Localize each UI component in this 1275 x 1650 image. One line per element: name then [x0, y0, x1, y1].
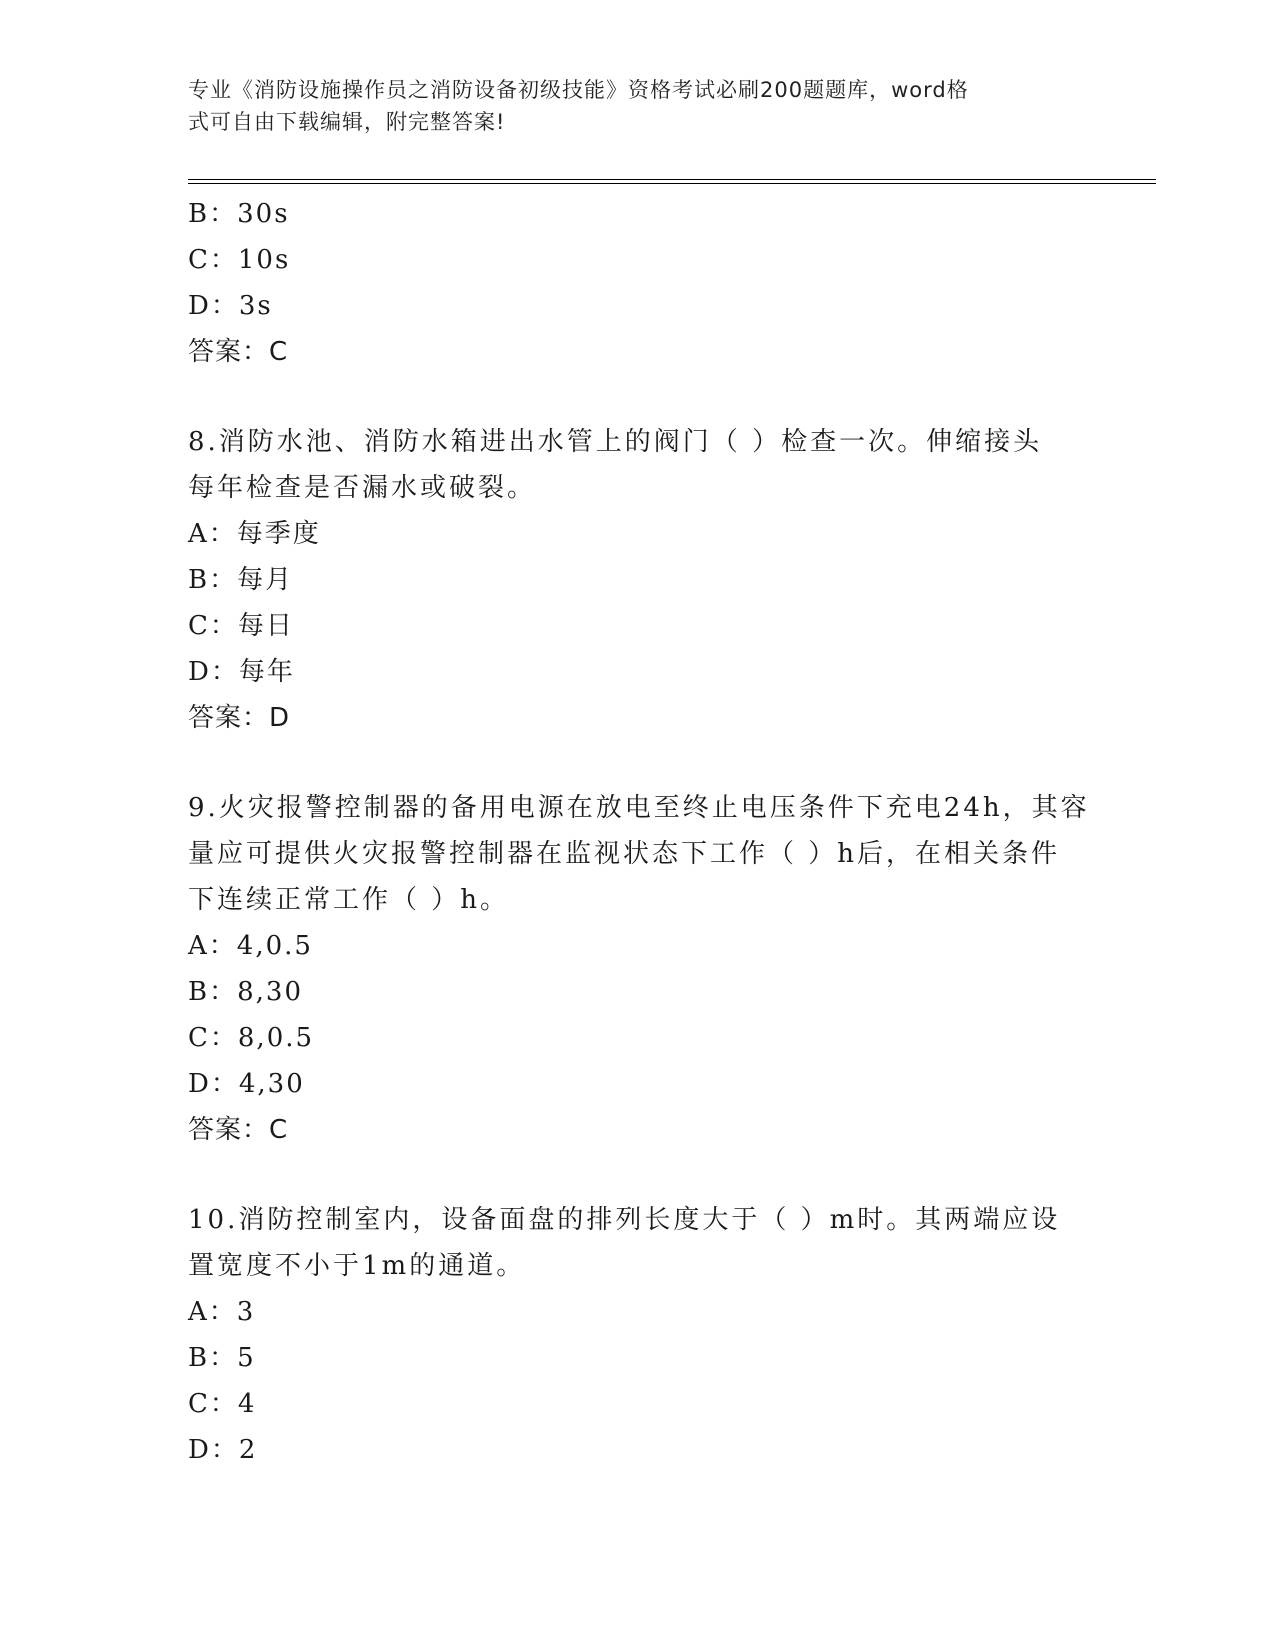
question-spacer: [188, 375, 1088, 419]
question-stem-line: 9.火灾报警控制器的备用电源在放电至终止电压条件下充电24h，其容: [188, 793, 1090, 823]
option-b: B：5: [188, 1343, 256, 1373]
header-line-2: 式可自由下载编辑，附完整答案!: [188, 110, 506, 134]
option-c: C：4: [188, 1389, 257, 1419]
question-8: [188, 419, 1088, 741]
question-spacer: [188, 1153, 1088, 1197]
header-divider-bottom: [188, 183, 1156, 184]
option-c: C：每日: [188, 611, 294, 641]
answer-line: 答案：C: [188, 1115, 289, 1145]
option-c: C：8,0.5: [188, 1023, 315, 1053]
option-a: A：4,0.5: [188, 931, 313, 961]
option-b: B：每月: [188, 565, 294, 595]
option-b: B：8,30: [188, 977, 303, 1007]
question-spacer: [188, 741, 1088, 785]
question-stem-line: 量应可提供火灾报警控制器在监视状态下工作（ ）h后，在相关条件: [188, 839, 1061, 869]
option-d: D：3s: [188, 291, 273, 321]
answer-line: 答案：D: [188, 703, 291, 733]
question-stem-line: 10.消防控制室内，设备面盘的排列长度大于（ ）m时。其两端应设: [188, 1205, 1061, 1235]
question-9: [188, 785, 1088, 1153]
option-d: D：4,30: [188, 1069, 305, 1099]
question-10: [188, 1197, 1088, 1473]
question-stem-line: 下连续正常工作（ ）h。: [188, 885, 510, 915]
question-list: [188, 191, 1088, 1473]
header-line-1: 专业《消防设施操作员之消防设备初级技能》资格考试必刷200题题库，word格: [188, 78, 969, 102]
option-c: C：10s: [188, 245, 291, 275]
question-stem-line: 每年检查是否漏水或破裂。: [188, 473, 537, 503]
option-d: D：每年: [188, 657, 295, 687]
option-a: A：每季度: [188, 519, 321, 549]
document-header: [188, 74, 1068, 138]
option-b: B：30s: [188, 199, 290, 229]
answer-line: 答案：C: [188, 337, 289, 367]
option-a: A：3: [188, 1297, 256, 1327]
question-stem-line: 置宽度不小于1m的通道。: [188, 1251, 526, 1281]
header-divider-top: [188, 179, 1156, 180]
question-7-tail: [188, 191, 1088, 375]
question-stem-line: 8.消防水池、消防水箱进出水管上的阀门（ ）检查一次。伸缩接头: [188, 427, 1043, 457]
option-d: D：2: [188, 1435, 258, 1465]
